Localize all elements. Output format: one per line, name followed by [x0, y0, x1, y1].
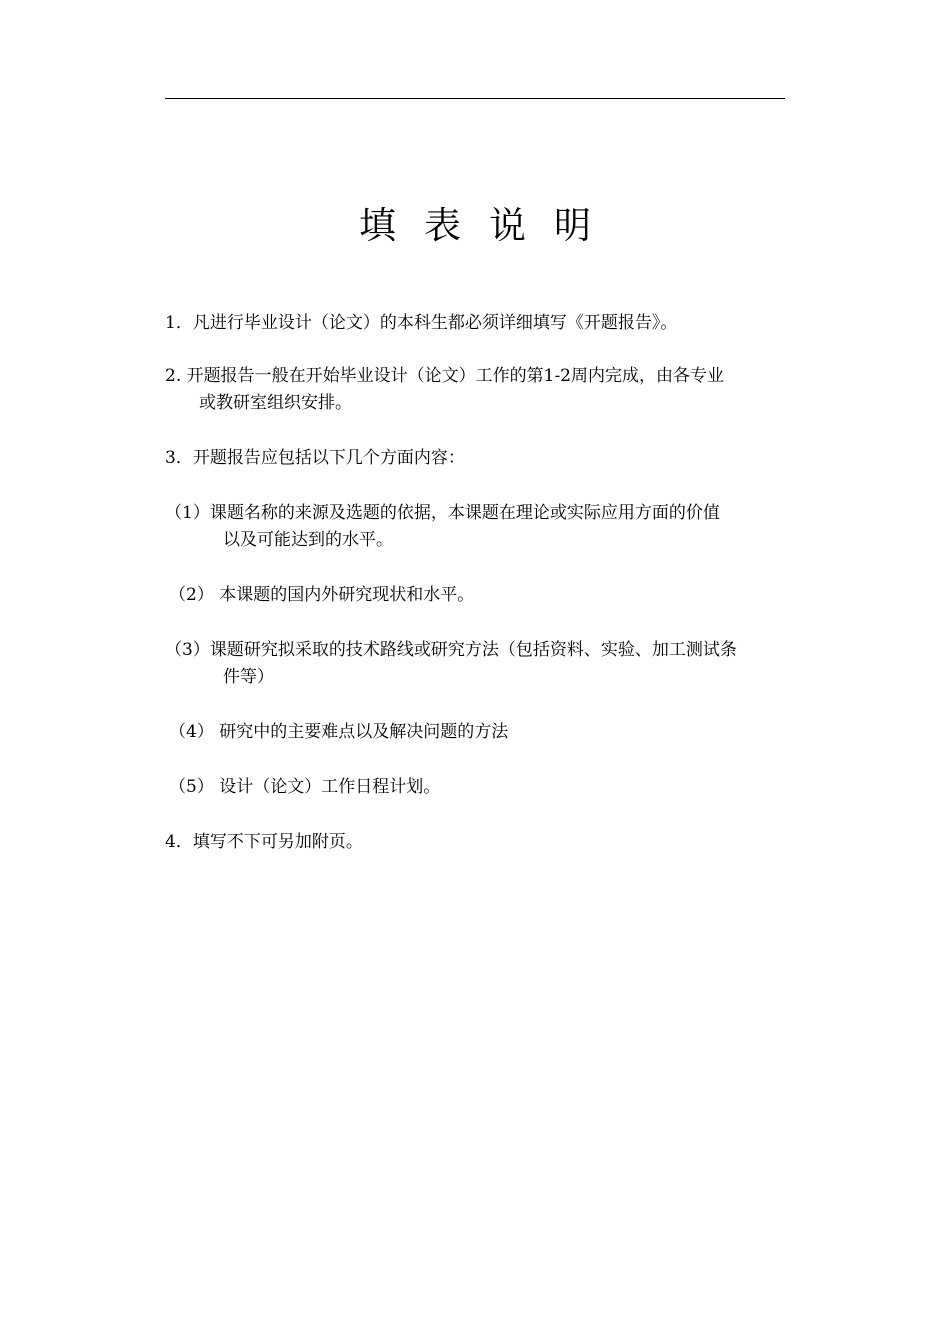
- instruction-line: 1．凡进行毕业设计（论文）的本科生都必须详细填写《开题报告》。: [165, 313, 678, 333]
- instruction-item-3: [165, 445, 785, 472]
- instruction-line-continued: 或教研室组织安排。: [199, 393, 352, 413]
- instruction-line-continued: 以及可能达到的水平。: [223, 530, 393, 550]
- instruction-line: 4．填写不下可另加附页。: [165, 832, 363, 852]
- instruction-subitem-3: [165, 637, 785, 691]
- instruction-line: （2） 本课题的国内外研究现状和水平。: [169, 585, 475, 605]
- instruction-line-continued: 件等）: [223, 667, 274, 687]
- instruction-subitem-2: [165, 582, 785, 609]
- instruction-list: [165, 310, 785, 856]
- instruction-line: （4） 研究中的主要难点以及解决问题的方法: [169, 722, 509, 742]
- instruction-subitem-4: [165, 719, 785, 746]
- instruction-line: （5） 设计（论文）工作日程计划。: [169, 777, 441, 797]
- instruction-line: （1）课题名称的来源及选题的依据，本课题在理论或实际应用方面的价值: [165, 503, 720, 523]
- instruction-item-4: [165, 829, 785, 856]
- instruction-item-2: [165, 363, 785, 417]
- header-rule: [165, 98, 785, 99]
- page-title: 填表说明: [359, 204, 619, 247]
- instruction-subitem-1: [165, 500, 785, 554]
- instruction-subitem-5: [165, 774, 785, 801]
- instruction-line: （3）课题研究拟采取的技术路线或研究方法（包括资料、实验、加工测试条: [165, 640, 737, 660]
- instruction-item-1: [165, 310, 785, 337]
- instruction-line: 3．开题报告应包括以下几个方面内容：: [165, 448, 465, 468]
- instruction-line: 2. 开题报告一般在开始毕业设计（论文）工作的第1-2周内完成，由各专业: [165, 366, 724, 386]
